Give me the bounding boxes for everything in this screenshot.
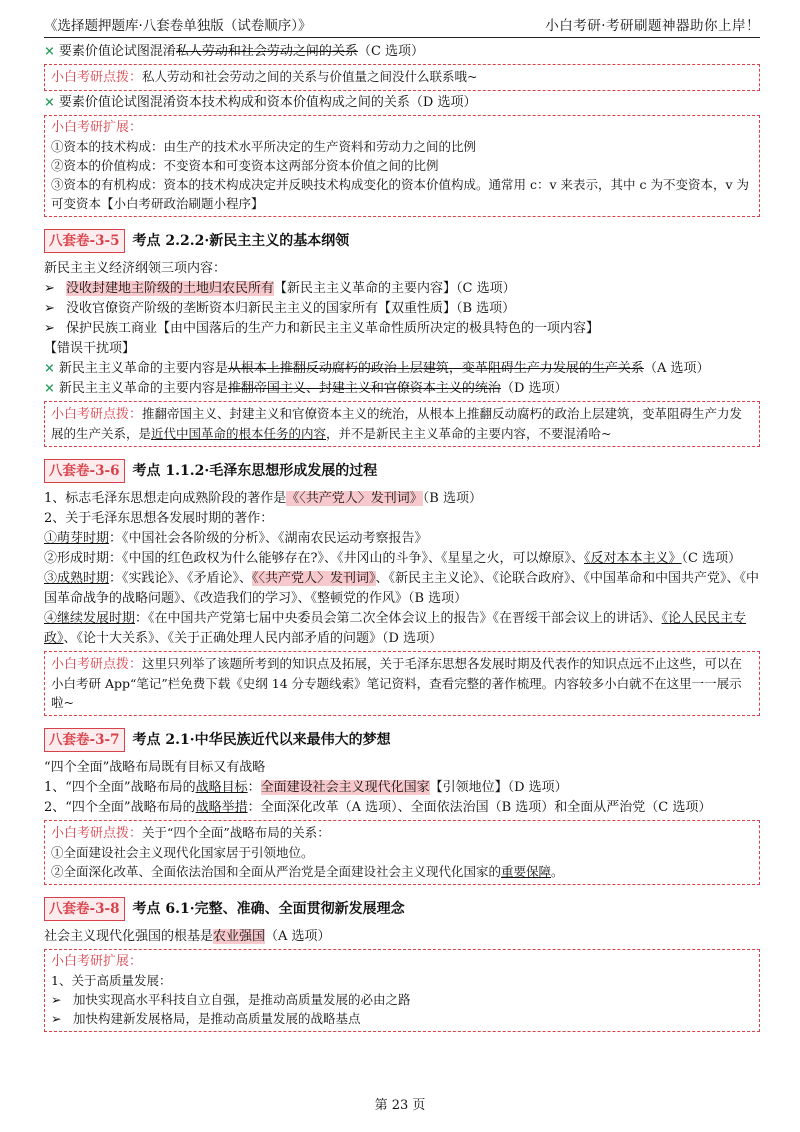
wrong-option-d: × 要素价值论试图混淆资本技术构成和资本价值构成之间的关系（D 选项） xyxy=(44,95,477,110)
list-item: ➢ 加快实现高水平科技自立自强，是推动高质量发展的必由之路 xyxy=(51,992,411,1007)
tip-box: 小白考研点拨：推翻帝国主义、封建主义和官僚资本主义的统治，从根本上推翻反动腐朽的政治上层建筑，变革阻碍生产力发展的生产关系，是近代中国革命的根本任务的内容，并不是新民主主义革命的主要内容，不要混淆哈~ xyxy=(44,401,760,447)
page-header xyxy=(44,14,760,38)
tip-text: 私人劳动和社会劳动之间的关系与价值量之间没什么联系哦~ xyxy=(142,69,478,84)
list-item: ➢ 保护民族工商业【由中国落后的生产力和新民主主义革命性质所决定的极具特色的一项内容】 xyxy=(44,319,760,339)
period-item: ②形成时期：《中国的红色政权为什么能够存在?》、《井冈山的斗争》、《星星之火，可以燎原》、《反对本本主义》（C 选项） xyxy=(44,551,742,566)
tip-box: 小白考研点拨：这里只列举了该题所考到的知识点及拓展，关于毛泽东思想各发展时期及代表作的知识点远不止这些，可以在小白考研 App“笔记”栏免费下载《史纲 14 分专题线索》笔记资料，查看完整的著作梳理。内容较多小白就不在这里一一展示啦~ xyxy=(44,651,760,716)
wrong-mark-icon: × xyxy=(44,44,55,59)
section-3-5 xyxy=(44,229,760,253)
wrong-option-d: × 新民主主义革命的主要内容是推翻帝国主义、封建主义和官僚资本主义的统治（D 选项） xyxy=(44,381,568,396)
arrow-icon: ➢ xyxy=(44,301,55,316)
extension-box: 小白考研扩展： 1、关于高质量发展： ➢ 加快实现高水平科技自立自强，是推动高质量发展的必由之路 ➢ 加快构建新发展格局，是推动高质量发展的战略基点 xyxy=(44,949,760,1032)
arrow-icon: ➢ xyxy=(51,1011,62,1026)
section-tag: 八套卷-3-5 xyxy=(44,229,125,253)
tip-box: 小白考研点拨：关于“四个全面”战略布局的关系： ①全面建设社会主义现代化国家居于引领地位。 ②全面深化改革、全面依法治国和全面从严治党是全面建设社会主义现代化国家的重要保障。 xyxy=(44,820,760,885)
list-item: ➢ 加快构建新发展格局，是推动高质量发展的战略基点 xyxy=(51,1011,361,1026)
tip-title: 小白考研点拨： xyxy=(51,70,143,85)
header-title: 《选择题押题库·八套卷单独版（试卷顺序）》 xyxy=(44,18,312,34)
arrow-icon: ➢ xyxy=(51,992,62,1007)
page: 《选择题押题库·八套卷单独版（试卷顺序）》 小白考研·考研刷题神器助你上岸！ × 要素价值论试图混淆私人劳动和社会劳动之间的关系（C 选项） 小白考研点拨：私人劳动和社会劳动之间的关系与价值量之间没什么联系哦~ × 要素价值论试图混淆资本技术构成和资本价值构成之间的关系（D 选项） 小白考研扩展： ①资本的技术构成：由生产的技术水平所决定的生产资料和劳动力之间的比例 ②资本的价值构成：不变资本和可变资本这两部分资本价值之间的比例 ③资本的有机构成：资本的技术构成决定并反映技术构成变化的资本价值构成。通常用 c：v 来表示，其中 c 为不变资本，v 为可变资本【小白考研政治刷题小程序】 八套卷-3-5 考点 2.2.2·新民主主义的基本纲领 新民主主义经济纲领三项内容： ➢ 没收封建地主阶级的土地归农民所有【新民主主义革命的主要内容】（C 选项） ➢ 没收官僚资产阶级的垄断资本归新民主主义的国家所有【双重性质】（B 选项） ➢ 保护民族工商业【由中国落后的生产力和新民主主义革命性质所决定的极具特色的一项内容】 【错误干扰项】 × 新民主主义革命的主要内容是从根本上推翻反动腐朽的政治上层建筑，变革阻碍生产力发展的生产关系（A 选项） × 新民主主义革命的主要内容是推翻帝国主义、封建主义和官僚资本主义的统治（D 选项） 小白考研点拨：推翻帝国主义、封建主义和官僚资本主义的统治，从根本上推翻反动腐朽的政治上层建筑，变革阻碍生产力发展的生产关系，是近代中国革命的根本任务的内容，并不是新民主主义革命的主要内容，不要混淆哈~ 八套卷-3-6 考点 1.1.2·毛泽东思想形成发展的过程 1、标志毛泽东思想走向成熟阶段的著作是《〈共产党人〉发刊词》（B 选项） 2、关于毛泽东思想各发展时期的著作： ①萌芽时期：《中国社会各阶级的分析》、《湖南农民运动考察报告》 ②形成时期：《中国的红色政权为什么能够存在?》、《井冈山的斗争》、《星星之火，可以燎原》、《反对本本主义》（C 选项） ③成熟时期：《实践论》、《矛盾论》、《〈共产党人〉发刊词》、《新民主主义论》、《论联合政府》、《中国革命和中国共产党》、《中国革命战争的战略问题》、《改造我们的学习》、《整顿党的作风》（B 选项） ④继续发展时期：《在中国共产党第七届中央委员会第二次全体会议上的报告》《在晋绥干部会议上的讲话》、《论人民民主专政》、《论十大关系》、《关于正确处理人民内部矛盾的问题》（D 选项） 小白考研点拨：这里只列举了该题所考到的知识点及拓展，关于毛泽东思想各发展时期及代表作的知识点远不止这些，可以在小白考研 App“笔记”栏免费下载《史纲 14 分专题线索》笔记资料，查看完整的著作梳理。内容较多小白就不在这里一一展示啦~ 八套卷-3-7 考点 2.1·中华民族近代以来最伟大的梦想 “四个全面”战略布局既有目标又有战略 1、“四个全面”战略布局的战略目标：全面建设社会主义现代化国家【引领地位】（D 选项） 2、“四个全面”战略布局的战略举措：全面深化改革（A 选项）、全面依法治国（B 选项）和全面从严治党（C 选项） 小白考研点拨：关于“四个全面”战略布局的关系： ①全面建设社会主义现代化国家居于引领地位。 ②全面深化改革、全面依法治国和全面从严治党是全面建设社会主义现代化国家的重要保障。 八套卷-3-8 考点 6.1·完整、准确、全面贯彻新发展理念 社会主义现代化强国的根基是农业强国（A 选项） 小白考研扩展： 1、关于高质量发展： ➢ 加快实现高水平科技自立自强，是推动高质量发展的必由之路 ➢ 加快构建新发展格局，是推动高质量发展的战略基点 第 23 页 xyxy=(0,0,800,1132)
period-item: ①萌芽时期：《中国社会各阶级的分析》、《湖南农民运动考察报告》 xyxy=(44,531,428,546)
page-number: 第 23 页 xyxy=(374,1098,426,1113)
wrong-mark-icon: × xyxy=(44,95,55,110)
section-tag: 八套卷-3-6 xyxy=(44,459,125,483)
period-item: ④继续发展时期：《在中国共产党第七届中央委员会第二次全体会议上的报告》《在晋绥干部会议上的讲话》、《论人民民主专政》、《论十大关系》、《关于正确处理人民内部矛盾的问题》（D 选项） xyxy=(44,611,747,646)
wrong-option-a: × 新民主主义革命的主要内容是从根本上推翻反动腐朽的政治上层建筑，变革阻碍生产力发展的生产关系（A 选项） xyxy=(44,361,710,376)
section-3-8 xyxy=(44,897,760,921)
arrow-icon: ➢ xyxy=(44,281,55,296)
section-tag: 八套卷-3-8 xyxy=(44,897,125,921)
arrow-icon: ➢ xyxy=(44,321,55,336)
wrong-mark-icon: × xyxy=(44,361,55,376)
header-slogan: 小白考研·考研刷题神器助你上岸！ xyxy=(545,18,760,34)
period-item: ③成熟时期：《实践论》、《矛盾论》、《〈共产党人〉发刊词》、《新民主主义论》、《论联合政府》、《中国革命和中国共产党》、《中国革命战争的战略问题》、《改造我们的学习》、《整顿党的作风》（B 选项） xyxy=(44,571,760,606)
extension-title: 小白考研扩展： xyxy=(51,120,143,135)
section-title: 考点 1.1.2·毛泽东思想形成发展的过程 xyxy=(132,463,378,479)
section-title: 考点 6.1·完整、准确、全面贯彻新发展理念 xyxy=(132,901,405,917)
section-title: 考点 2.1·中华民族近代以来最伟大的梦想 xyxy=(132,732,391,748)
section-tag: 八套卷-3-7 xyxy=(44,728,125,752)
wrong-mark-icon: × xyxy=(44,381,55,396)
tip-box xyxy=(44,64,760,91)
section-3-7 xyxy=(44,728,760,752)
section-3-6 xyxy=(44,459,760,483)
list-item: ➢ 没收封建地主阶级的土地归农民所有【新民主主义革命的主要内容】（C 选项） xyxy=(44,279,760,299)
extension-box: 小白考研扩展： ①资本的技术构成：由生产的技术水平所决定的生产资料和劳动力之间的比例 ②资本的价值构成：不变资本和可变资本这两部分资本价值之间的比例 ③资本的有机构成：资本的技术构成决定并反映技术构成变化的资本价值构成。通常用 c：v 来表示，其中 c 为不变资本，v 为可变资本【小白考研政治刷题小程序】 xyxy=(44,115,760,217)
list-item: ➢ 没收官僚资产阶级的垄断资本归新民主主义的国家所有【双重性质】（B 选项） xyxy=(44,299,760,319)
section-title: 考点 2.2.2·新民主主义的基本纲领 xyxy=(132,233,350,249)
wrong-option-c: × 要素价值论试图混淆私人劳动和社会劳动之间的关系（C 选项） xyxy=(44,44,425,59)
